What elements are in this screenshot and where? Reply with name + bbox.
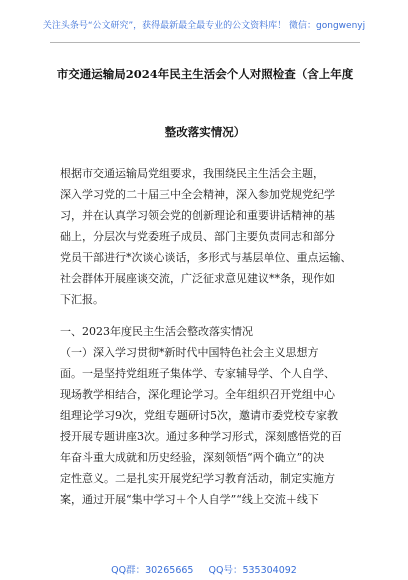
text-line: 面。一是坚持党组班子集体学、专家辅导学、个人自学、 xyxy=(60,367,335,380)
text-line: 现场教学相结合，深化理论学习。全年组织召开党组中心 xyxy=(60,388,335,401)
text-line: 础上，分层次与党委班子成员、部门主要负责同志和部分 xyxy=(60,230,335,243)
text-line: 定性意义。二是扎实开展党纪学习教育活动，制定实施方 xyxy=(60,472,335,485)
document-title-line-2: 整改落实情况） xyxy=(164,125,246,139)
section-heading-text: 一、2023年度民主生活会整改落实情况 xyxy=(60,325,253,338)
text-line: 社会群体开展座谈交流，广泛征求意见建议**条，现作如 xyxy=(60,272,335,285)
header-promo-text: 关注头条号“公文研究”，获得最新最全最专业的公文资料库！ 微信：gongwenyj xyxy=(42,21,366,31)
text-line: 深入学习党的二十届三中全会精神，深入参加党规党纪学 xyxy=(60,188,335,201)
text-line: （一）深入学习贯彻*新时代中国特色社会主义思想方 xyxy=(60,346,319,359)
paragraph-intro xyxy=(60,163,360,310)
text-line: 根据市交通运输局党组要求，我围绕民主生活会主题， xyxy=(60,167,324,180)
text-line: 年奋斗重大成就和历史经验，深刻领悟“两个确立”的决 xyxy=(60,451,325,464)
document-title-line-1: 市交通运输局2024年民主生活会个人对照检查（含上年度 xyxy=(56,67,354,81)
text-line: 组理论学习9次，党组专题研讨5次，邀请市委党校专家教 xyxy=(60,409,338,422)
paragraph-section-1-1 xyxy=(60,342,360,510)
text-line: 下汇报。 xyxy=(60,293,104,306)
text-line: 授开展专题讲座3次。通过多种学习形式，深刻感悟党的百 xyxy=(60,430,342,443)
text-line: 案，通过开展“集中学习＋个人自学”“线上交流＋线下 xyxy=(60,493,319,506)
footer-qq-number: QQ号：535304092 xyxy=(208,565,297,576)
footer-qq-group: QQ群：30265665 xyxy=(111,565,194,576)
text-line: 习，并在认真学习领会党的创新理论和重要讲话精神的基 xyxy=(60,209,335,222)
section-heading-1 xyxy=(60,321,360,342)
footer-contact xyxy=(0,562,408,576)
header-divider xyxy=(50,42,360,43)
text-line: 党员干部进行*次谈心谈话，多形式与基层单位、重点运输、 xyxy=(60,251,352,264)
